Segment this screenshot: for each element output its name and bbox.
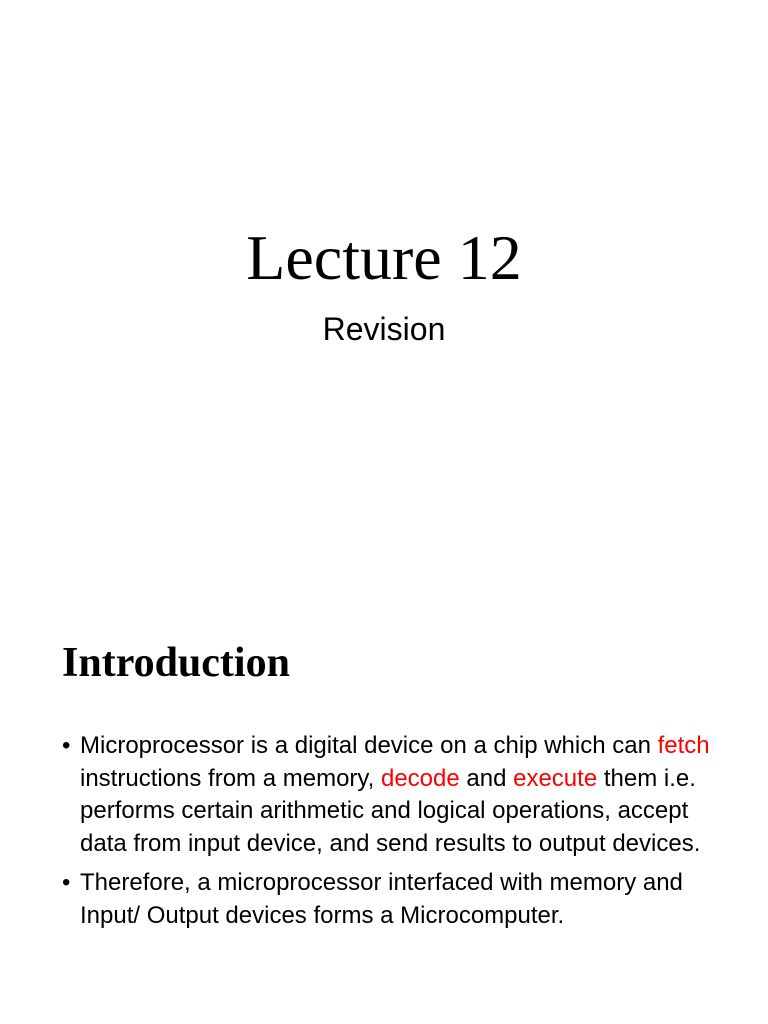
bullet-item: [62, 730, 712, 860]
bullet-list: [62, 730, 712, 939]
highlight-fetch: fetch: [657, 732, 710, 759]
bullet-text: and: [459, 764, 514, 792]
slide-subtitle: Revision: [322, 311, 446, 347]
content-slide: [0, 580, 768, 1024]
bullet-text: them i.e. performs certain arithmetic and logical operations, accept data from input device, and send results to output devices.: [80, 764, 701, 857]
bullet-icon: •: [62, 869, 71, 896]
bullet-text: Therefore, a microprocessor interfaced with memory and Input/ Output devices forms a Microcomputer.: [80, 869, 683, 929]
bullet-item: [62, 867, 712, 932]
highlight-execute: execute: [513, 764, 598, 792]
slide-title: Lecture 12: [246, 222, 522, 293]
bullet-icon: •: [62, 732, 71, 759]
highlight-decode: decode: [380, 764, 460, 792]
bullet-text: Microprocessor is a digital device on a chip which can: [80, 732, 658, 759]
section-heading: Introduction: [62, 640, 290, 686]
bullet-text: instructions from a memory,: [80, 764, 381, 792]
